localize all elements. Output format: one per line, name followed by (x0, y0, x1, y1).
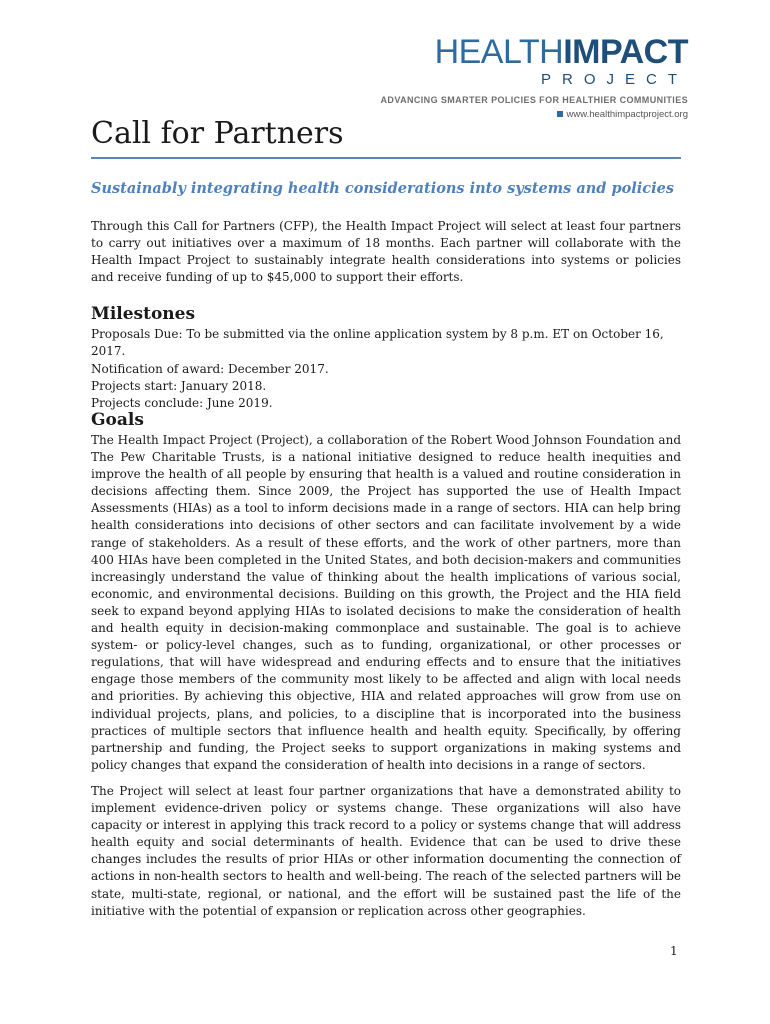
goals-paragraph-2: The Project will select at least four partner organizations that have a demonstrated ability to implement evidence-driven policy or systems change. These organizations will also have capacity or interest in applying this track record to a policy or systems change that will address health equity and social determinants of health. Evidence that can be used to drive these changes includes the results of prior HIAs or other information documenting the connection of actions in non-health sectors to health and well-being. The reach of the selected partners will be state, multi-state, regional, or national, and the effort will be sustained past the life of the initiative with the potential of expansion or replication across other geographies. (91, 784, 681, 918)
page-number: 1 (670, 944, 678, 958)
milestone-item: Projects conclude: June 2019. (91, 396, 273, 411)
logo-health-text: HEALTH (434, 33, 564, 71)
title-divider (91, 157, 681, 159)
page-subtitle: Sustainably integrating health considerations into systems and policies (91, 180, 674, 197)
logo-wordmark (435, 32, 688, 72)
milestones-heading: Milestones (91, 304, 196, 324)
page-title: Call for Partners (91, 116, 344, 151)
logo-project-text: PROJECT (540, 71, 688, 88)
goals-paragraph-2-wrap (91, 783, 681, 920)
milestone-item: Notification of award: December 2017. (91, 361, 329, 376)
goals-heading-wrap (91, 408, 144, 432)
goals-heading: Goals (91, 410, 144, 430)
intro-paragraph: Through this Call for Partners (CFP), the Health Impact Project will select at least four partners to carry out initiatives over a maximum of 18 months. Each partner will collaborate with the Health Impact Project to sustainably integrate health considerations into systems or policies and receive funding of up to $45,000 to support their efforts. (91, 219, 681, 285)
intro-section (91, 218, 681, 286)
logo-impact-text: IMPACT (563, 33, 688, 71)
logo-url-text: www.healthimpactproject.org (566, 109, 688, 120)
square-bullet-icon (557, 111, 563, 117)
goals-paragraph-1-wrap (91, 432, 681, 774)
logo-url (557, 109, 688, 120)
health-impact-project-logo (380, 32, 730, 132)
milestones-heading-wrap (91, 302, 195, 326)
milestone-item: Proposals Due: To be submitted via the online application system by 8 p.m. ET on October 16, 2017. (91, 327, 664, 359)
milestones-list (91, 326, 681, 412)
logo-tagline: ADVANCING SMARTER POLICIES FOR HEALTHIER COMMUNITIES (380, 95, 688, 105)
milestone-item: Projects start: January 2018. (91, 378, 267, 393)
goals-paragraph-1: The Health Impact Project (Project), a collaboration of the Robert Wood Johnson Foundation and The Pew Charitable Trusts, is a national initiative designed to reduce health inequities and improve the health of all people by ensuring that health is a valued and routine consideration in decisions affecting them. Since 2009, the Project has supported the use of Health Impact Assessments (HIAs) as a tool to inform decisions made in a range of sectors. HIA can help bring health considerations into decisions of other sectors and can facilitate involvement by a wide range of stakeholders. As a result of these efforts, and the work of other partners, more than 400 HIAs have been completed in the United States, and both decision-makers and communities increasingly understand the value of thinking about the health implications of various social, economic, and environmental decisions. Building on this growth, the Project and the HIA field seek to expand beyond applying HIAs to isolated decisions to make the consideration of health and health equity in decision-making commonplace and sustainable. The goal is to achieve system- or policy-level changes, such as to funding, organizational, or other processes or regulations, that will have widespread and enduring effects and to ensure that the initiatives engage those members of the community most likely to be affected and align with local needs and priorities. By achieving this objective, HIA and related approaches will grow from use on individual projects, plans, and policies, to a discipline that is incorporated into the business practices of multiple sectors that influence health and health equity. Specifically, by offering partnership and funding, the Project seeks to support organizations in making systems and policy changes that expand the consideration of health into decisions in a range of sectors. (91, 433, 681, 772)
